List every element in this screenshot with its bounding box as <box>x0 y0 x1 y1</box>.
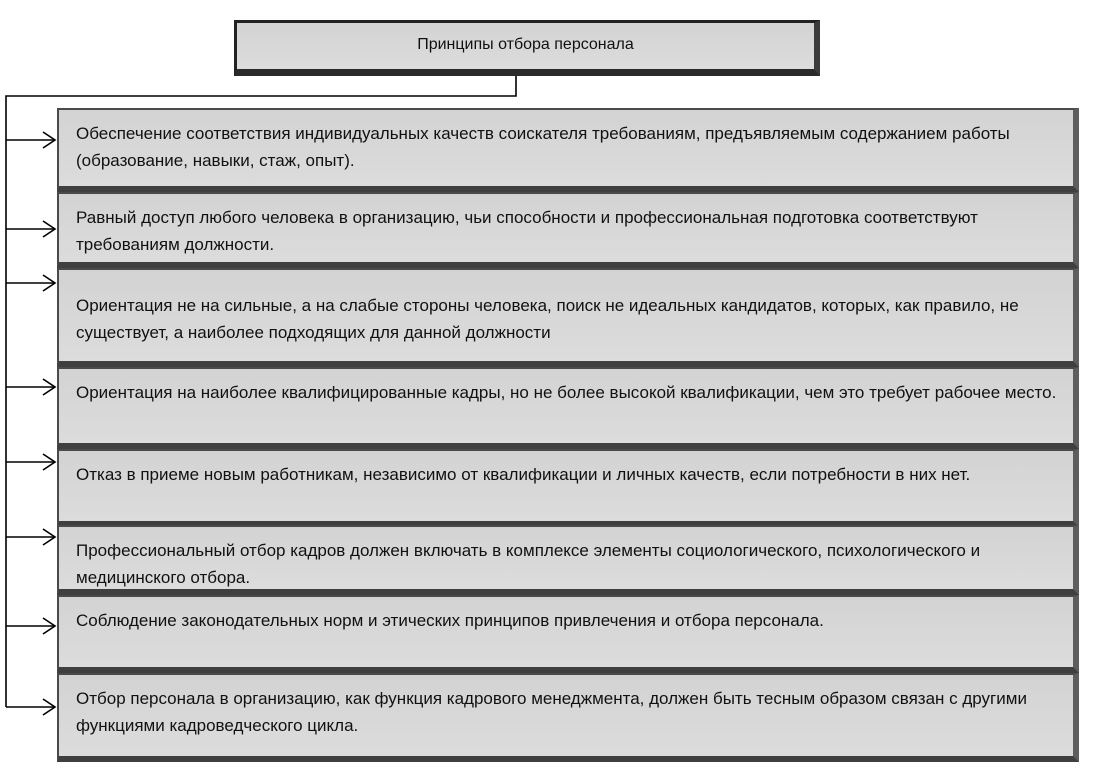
principle-box-4: Ориентация на наиболее квалифицированные кадры, но не более высокой квалификации, чем это требует рабочее место. <box>57 367 1079 449</box>
arrow-3 <box>6 275 55 291</box>
arrow-6 <box>6 529 55 545</box>
principle-box-6: Профессиональный отбор кадров должен включать в комплексе элементы социологического, психологического и медицинского отбора. <box>57 525 1079 595</box>
arrow-4 <box>6 379 55 395</box>
principle-box-1: Обеспечение соответствия индивидуальных качеств соискателя требованиям, предъявляемым содержанием работы (образование, навыки, стаж, опыт). <box>57 108 1079 192</box>
arrow-5 <box>6 454 55 470</box>
arrow-7 <box>6 618 55 634</box>
principle-box-8: Отбор персонала в организацию, как функция кадрового менеджмента, должен быть тесным образом связан с другими функциями кадроведческого цикла. <box>57 673 1079 762</box>
arrow-8 <box>6 699 55 715</box>
principle-box-7: Соблюдение законодательных норм и этических принципов привлечения и отбора персонала. <box>57 595 1079 673</box>
arrow-1 <box>6 132 55 148</box>
principle-box-5: Отказ в приеме новым работникам, независимо от квалификации и личных качеств, если потребности в них нет. <box>57 449 1079 527</box>
principle-box-2: Равный доступ любого человека в организацию, чьи способности и профессиональная подготовка соответствуют требованиям должности. <box>57 192 1079 268</box>
diagram-title: Принципы отбора персонала <box>234 20 820 76</box>
principle-box-3: Ориентация не на сильные, а на слабые стороны человека, поиск не идеальных кандидатов, которых, как правило, не существует, а наиболее подходящих для данной должности <box>57 268 1079 367</box>
arrow-2 <box>6 221 55 237</box>
